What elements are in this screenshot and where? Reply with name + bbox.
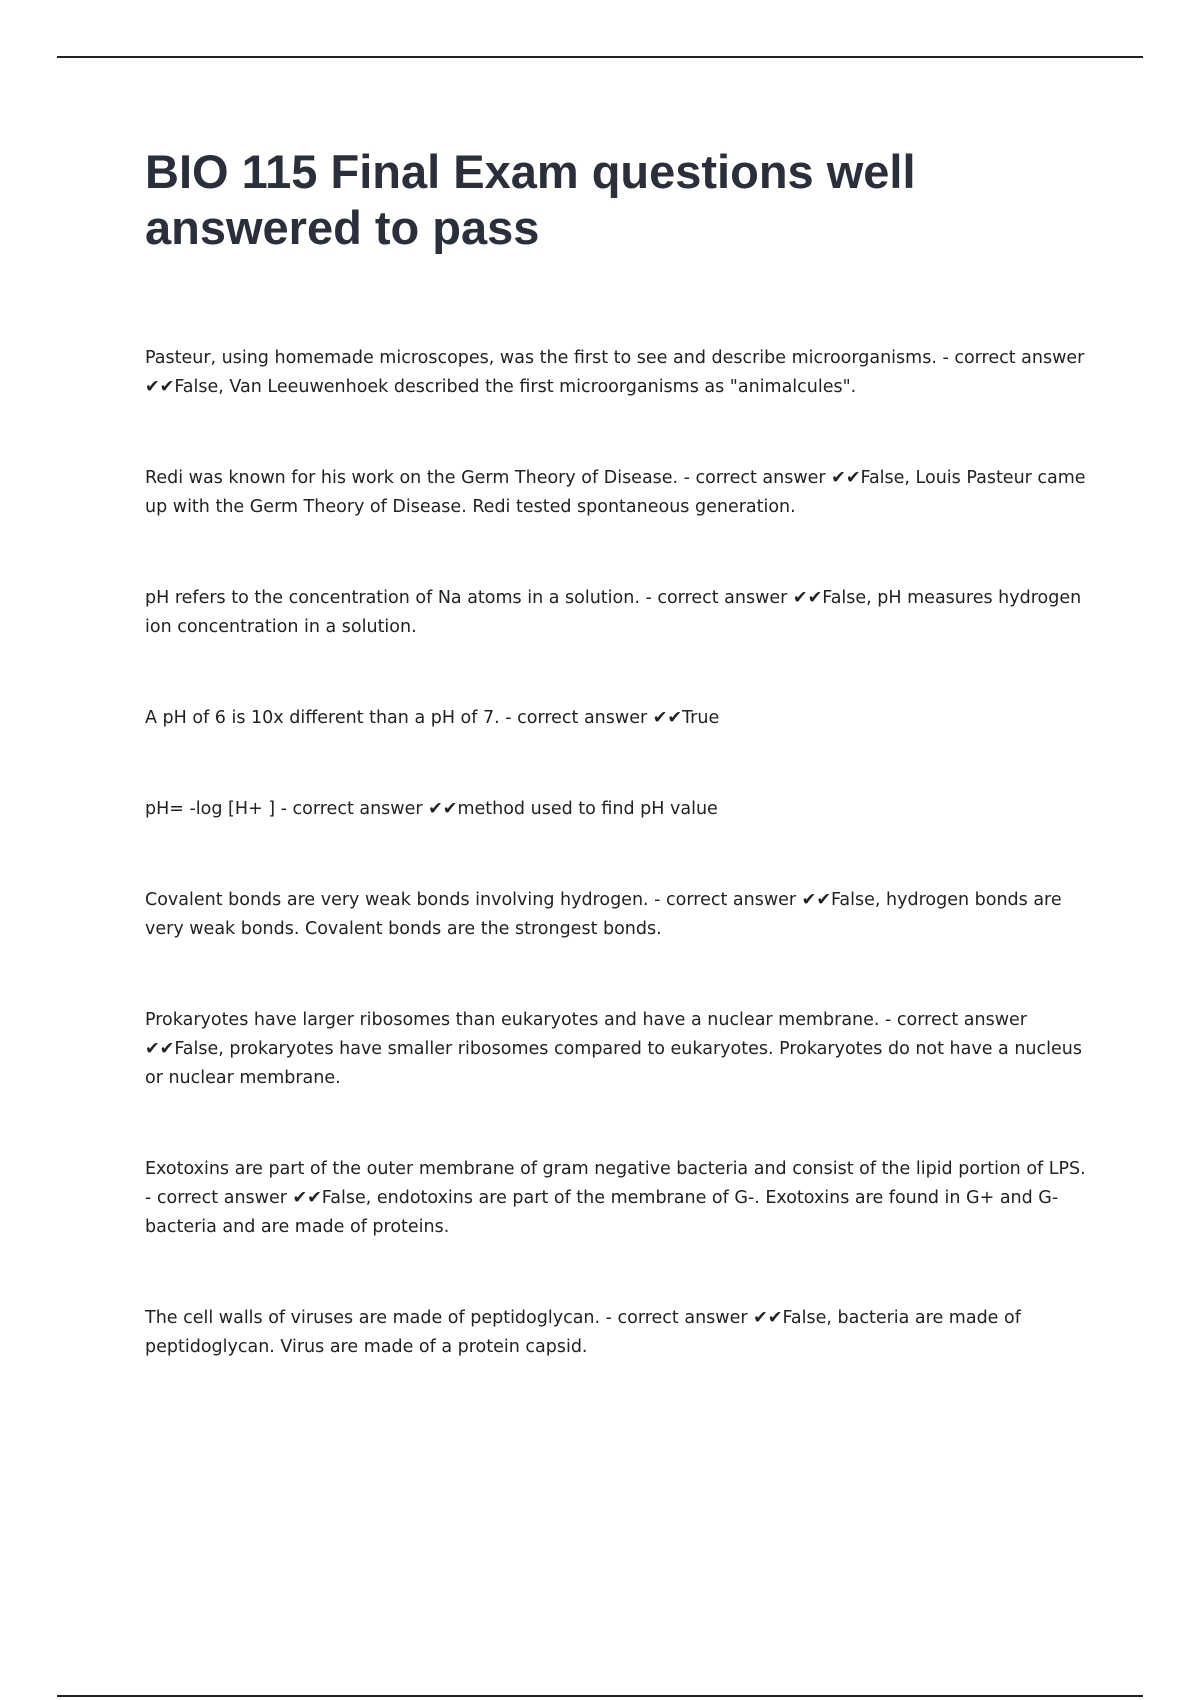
qa-item: A pH of 6 is 10x different than a pH of 7. - correct answer ✔✔True xyxy=(145,708,720,728)
qa-item: pH= -log [H+ ] - correct answer ✔✔method used to find pH value xyxy=(145,799,718,819)
footer-rule xyxy=(57,1695,1143,1697)
qa-item: The cell walls of viruses are made of peptidoglycan. - correct answer ✔✔False, bacteria are made of peptidoglycan. Virus are made of a protein capsid. xyxy=(145,1308,1021,1357)
header-rule xyxy=(57,56,1143,58)
qa-item: Exotoxins are part of the outer membrane of gram negative bacteria and consist of the lipid portion of LPS. - correct answer ✔✔False, endotoxins are part of the membrane of G-. Exotoxins are found in G+ and G- bacteria and are made of proteins. xyxy=(145,1159,1086,1237)
qa-list xyxy=(145,344,1090,1362)
page-title: BIO 115 Final Exam questions well answered to pass xyxy=(145,145,916,254)
qa-item: Covalent bonds are very weak bonds involving hydrogen. - correct answer ✔✔False, hydrogen bonds are very weak bonds. Covalent bonds are the strongest bonds. xyxy=(145,890,1062,939)
qa-item: Prokaryotes have larger ribosomes than eukaryotes and have a nuclear membrane. - correct answer ✔✔False, prokaryotes have smaller ribosomes compared to eukaryotes. Prokaryotes do not have a nucleus or nuclear membrane. xyxy=(145,1010,1082,1088)
qa-item: pH refers to the concentration of Na atoms in a solution. - correct answer ✔✔False, pH measures hydrogen ion concentration in a solution. xyxy=(145,588,1082,637)
qa-item: Pasteur, using homemade microscopes, was the first to see and describe microorganisms. - correct answer ✔✔False, Van Leeuwenhoek described the first microorganisms as "animalcules". xyxy=(145,348,1085,397)
qa-item: Redi was known for his work on the Germ Theory of Disease. - correct answer ✔✔False, Louis Pasteur came up with the Germ Theory of Disease. Redi tested spontaneous generation. xyxy=(145,468,1086,517)
